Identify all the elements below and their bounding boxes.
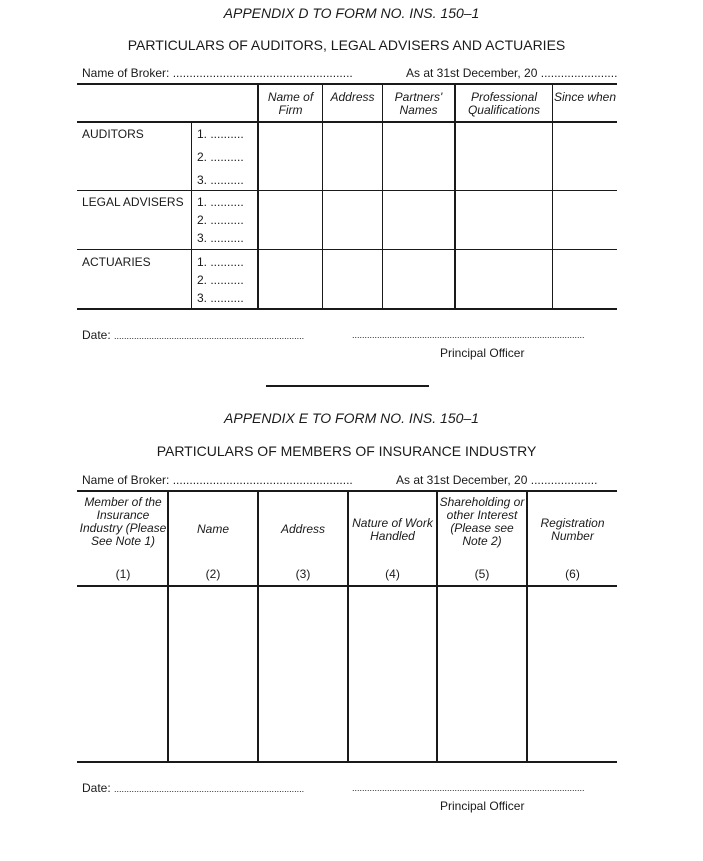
as-at-line-e <box>396 473 597 487</box>
col-header-member: Member of the Insurance Industry (Please See Note 1) <box>79 495 167 548</box>
table-d-header-rule <box>77 121 617 123</box>
col-number-1: (1) <box>115 567 131 581</box>
table-d-col-rule <box>552 84 553 309</box>
table-d-col-rule <box>257 84 259 309</box>
broker-field[interactable]: ...................................................... <box>172 473 353 487</box>
legal-adviser-entry-3[interactable]: 3. .......... <box>197 231 244 245</box>
broker-line-d <box>82 66 353 80</box>
actuary-entry-3[interactable]: 3. .......... <box>197 291 244 305</box>
table-d-top-rule <box>77 83 617 85</box>
date-line-e <box>82 781 304 795</box>
table-d-col-rule <box>382 84 383 309</box>
appendix-d-title: APPENDIX D TO FORM NO. INS. 150–1 <box>223 5 480 21</box>
signature-field[interactable]: ............................................................................................. <box>352 330 585 340</box>
col-header-partners-names: Partners' Names <box>394 90 443 117</box>
col-number-5: (5) <box>474 567 490 581</box>
table-d-col-rule <box>454 84 456 309</box>
table-d-col-rule <box>191 122 192 309</box>
date-field[interactable]: ............................................................................ <box>114 331 305 341</box>
as-at-line-d <box>406 66 617 80</box>
legal-adviser-entry-2[interactable]: 2. .......... <box>197 213 244 227</box>
table-d-row-rule <box>77 249 617 250</box>
year-field[interactable]: .................... <box>530 473 598 487</box>
broker-label: Name of Broker: <box>82 66 170 80</box>
date-field[interactable]: ............................................................................ <box>114 784 305 794</box>
col-header-name-of-firm: Name of Firm <box>267 90 314 117</box>
legal-adviser-entry-1[interactable]: 1. .......... <box>197 195 244 209</box>
table-d-col-rule <box>322 84 323 309</box>
row-label-auditors: AUDITORS <box>82 127 144 141</box>
col-header-shareholding: Shareholding or other Interest (Please see Note 2) <box>439 495 525 548</box>
broker-line-e <box>82 473 353 487</box>
col-number-6: (6) <box>565 567 580 581</box>
section-separator <box>266 385 429 387</box>
auditor-entry-2[interactable]: 2. .......... <box>197 150 244 164</box>
col-header-address: Address <box>280 522 326 536</box>
signature-field[interactable]: ............................................................................................. <box>352 783 585 793</box>
col-header-registration-number: Registration Number <box>540 516 605 543</box>
broker-label: Name of Broker: <box>82 473 170 487</box>
col-number-4: (4) <box>385 567 400 581</box>
appendix-d-heading: PARTICULARS OF AUDITORS, LEGAL ADVISERS AND ACTUARIES <box>127 37 566 53</box>
date-label: Date: <box>82 328 111 342</box>
broker-field[interactable]: ...................................................... <box>172 66 353 80</box>
col-number-3: (3) <box>295 567 311 581</box>
appendix-e-title: APPENDIX E TO FORM NO. INS. 150–1 <box>224 410 479 426</box>
principal-officer-label: Principal Officer <box>440 799 525 813</box>
col-header-name: Name <box>196 522 229 536</box>
col-number-2: (2) <box>205 567 221 581</box>
year-field[interactable]: ....................... <box>540 66 618 80</box>
col-header-nature-of-work: Nature of Work Handled <box>352 516 433 543</box>
actuary-entry-2[interactable]: 2. .......... <box>197 273 244 287</box>
principal-officer-label: Principal Officer <box>440 346 525 360</box>
date-label: Date: <box>82 781 111 795</box>
auditor-entry-1[interactable]: 1. .......... <box>197 127 244 141</box>
col-header-since-when: Since when <box>553 90 617 104</box>
col-header-address: Address <box>330 90 375 104</box>
actuary-entry-1[interactable]: 1. .......... <box>197 255 244 269</box>
as-at-label: As at 31st December, 20 <box>396 473 528 487</box>
as-at-label: As at 31st December, 20 <box>406 66 538 80</box>
row-label-actuaries: ACTUARIES <box>82 255 151 269</box>
row-label-legal-advisers: LEGAL ADVISERS <box>82 195 184 209</box>
table-d-row-rule <box>77 190 617 191</box>
appendix-e-heading: PARTICULARS OF MEMBERS OF INSURANCE INDUSTRY <box>156 443 537 459</box>
auditor-entry-3[interactable]: 3. .......... <box>197 173 244 187</box>
date-line-d <box>82 328 304 342</box>
table-d-bottom-rule <box>77 308 617 310</box>
col-header-professional-qualifications: Professional Qualifications <box>467 90 541 117</box>
